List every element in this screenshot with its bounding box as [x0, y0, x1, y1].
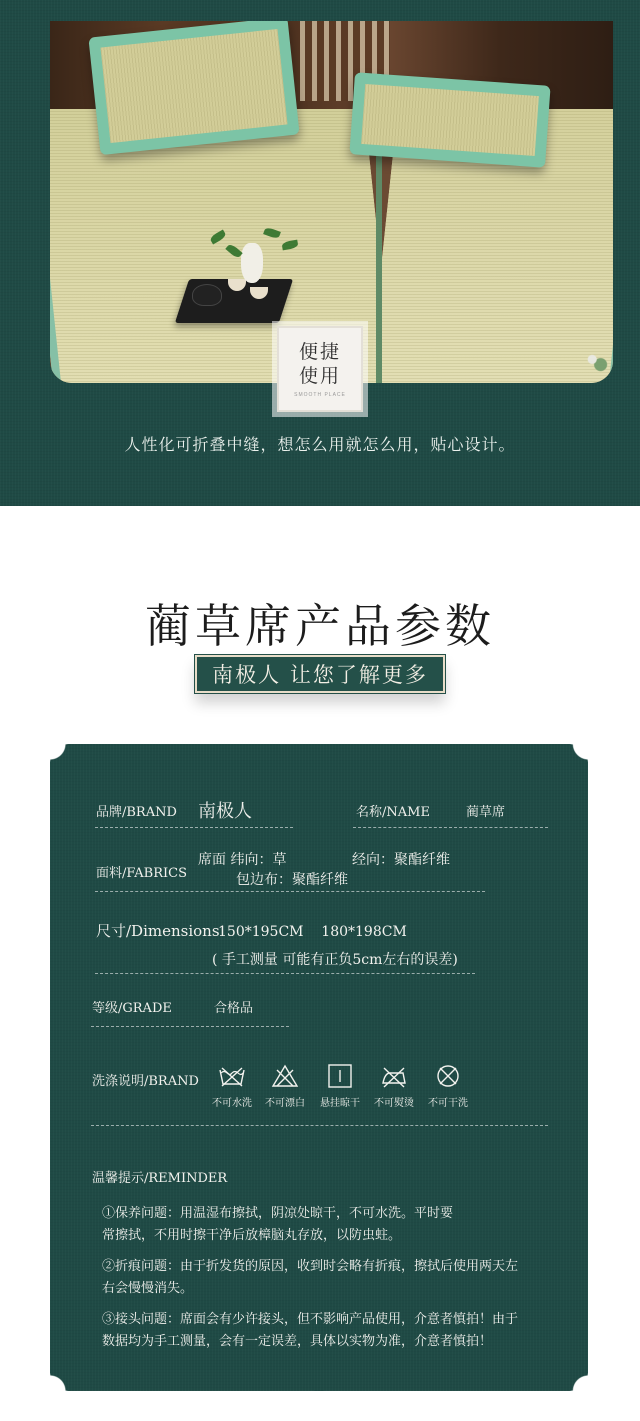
wash-label: 洗涤说明/BRAND	[92, 1074, 199, 1089]
divider	[353, 827, 548, 828]
wash-item	[265, 1064, 305, 1109]
wash-item-label: 不可熨烫	[374, 1098, 414, 1109]
fabrics-label: 面料/FABRICS	[96, 866, 187, 881]
reminder-text: ③接头问题：席面会有少许接头，但不影响产品使用，介意者慎拍！由于	[102, 1312, 519, 1327]
wash-item-label: 不可漂白	[265, 1098, 305, 1109]
reminder-text: 数据均为手工测量，会有一定误差，具体以实物为准，介意者慎拍！	[102, 1334, 493, 1349]
feature-badge	[277, 326, 363, 412]
divider	[95, 827, 293, 828]
pillow-right	[349, 72, 550, 167]
wash-item	[320, 1064, 360, 1109]
pillow-left	[88, 21, 299, 155]
wash-item	[428, 1064, 468, 1109]
section-title: 蔺草席产品参数	[145, 599, 495, 653]
subtitle-tag	[195, 655, 445, 693]
reminder-text: 右会慢慢消失。	[102, 1281, 194, 1296]
divider	[91, 1026, 289, 1027]
reminder-title: 温馨提示/REMINDER	[92, 1171, 228, 1186]
hang-dry-icon	[326, 1064, 354, 1088]
wash-item-label: 不可干洗	[428, 1098, 468, 1109]
vase	[241, 243, 263, 283]
grade-label: 等级/GRADE	[92, 1001, 172, 1016]
name-label: 名称/NAME	[356, 805, 430, 820]
wash-item-label: 悬挂晾干	[320, 1098, 360, 1109]
size-value: 150*195CM 180*198CM	[218, 924, 407, 940]
no-bleach-icon	[271, 1064, 299, 1088]
plant-decoration	[581, 349, 609, 375]
divider	[95, 891, 485, 892]
top-banner	[0, 0, 640, 506]
brand-value: 南极人	[198, 801, 252, 822]
badge-line-2: 使用	[298, 365, 341, 387]
badge-subtext: SMOOTH PLACE	[294, 392, 346, 398]
no-iron-icon	[380, 1064, 408, 1088]
wash-item	[374, 1064, 414, 1109]
feature-caption: 人性化可折叠中缝，想怎么用就怎么用，贴心设计。	[124, 435, 516, 454]
no-water-wash-icon	[218, 1064, 246, 1088]
fabrics-value-2: 包边布：聚酯纤维	[236, 872, 348, 888]
reminder-text: 常擦拭，不用时擦干净后放樟脑丸存放，以防虫蛀。	[102, 1228, 402, 1243]
reminder-text: ②折痕问题：由于折发货的原因，收到时会略有折痕，擦拭后使用两天左	[102, 1259, 519, 1274]
subtitle-text: 南极人 让您了解更多	[212, 663, 428, 687]
no-dry-clean-icon	[434, 1064, 462, 1088]
grade-value: 合格品	[214, 1001, 254, 1016]
size-note: ( 手工测量 可能有正负5cm左右的误差)	[212, 952, 458, 968]
divider	[95, 973, 475, 974]
name-value: 蔺草席	[466, 805, 506, 820]
wash-item	[212, 1064, 252, 1109]
fabrics-value-1b: 经向：聚酯纤维	[352, 852, 450, 868]
size-label: 尺寸/Dimensions	[96, 922, 220, 940]
fabrics-value-1a: 席面 纬向：草	[198, 852, 287, 868]
teapot	[192, 284, 222, 306]
divider	[91, 1125, 548, 1126]
brand-label: 品牌/BRAND	[96, 805, 177, 820]
reminder-text: ①保养问题：用温湿布擦拭，阴凉处晾干，不可水洗。平时要	[102, 1206, 454, 1221]
badge-line-1: 便捷	[298, 341, 341, 363]
wash-item-label: 不可水洗	[212, 1098, 252, 1109]
